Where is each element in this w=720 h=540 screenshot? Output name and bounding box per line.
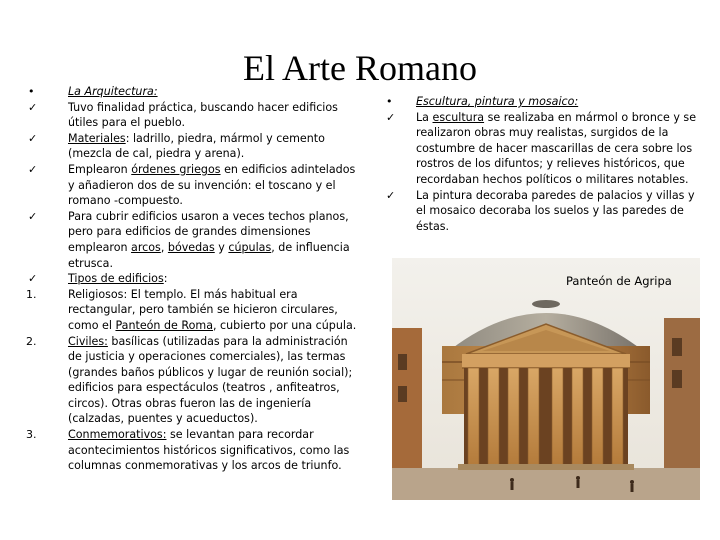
numbered-item bbox=[26, 427, 362, 474]
link-conmemorativos[interactable]: Conmemorativos: bbox=[68, 428, 167, 442]
list-item bbox=[26, 209, 362, 271]
list-item bbox=[26, 131, 362, 162]
link-materiales[interactable]: Materiales bbox=[68, 131, 126, 145]
paragraph bbox=[68, 131, 362, 162]
paragraph bbox=[68, 209, 362, 271]
paragraph-text: basílicas (utilizadas para la administración de justicia y operaciones comerciales), las termas (grandes baños públicos y lugar de reunión social); edificios para espectáculos (teatros , anfiteatros, circos). Otras obras fueron las de ingeniería (calzadas, puentes y acueductos). bbox=[68, 334, 353, 426]
paragraph-text: : bbox=[163, 272, 168, 286]
paragraph-text: Religiosos: El templo. El más habitual era rectangular, pero también se hicieron circulares, como el bbox=[68, 287, 338, 332]
pantheon-illustration bbox=[392, 258, 700, 500]
list-item bbox=[26, 100, 362, 131]
checkmark-icon: ✓ bbox=[28, 131, 38, 145]
paragraph-text: , bbox=[160, 240, 168, 254]
list-item bbox=[26, 84, 362, 100]
list-number: 3. bbox=[26, 428, 37, 442]
list-item bbox=[382, 94, 700, 110]
pantheon-photo bbox=[392, 258, 700, 500]
slide-title: El Arte Romano bbox=[243, 48, 477, 88]
paragraph-text: Para cubrir edificios usaron a veces techos planos, pero para edificios de grandes dimensiones emplearon bbox=[68, 209, 349, 254]
list-number: 1. bbox=[26, 287, 37, 301]
numbered-item bbox=[26, 287, 362, 334]
list-item bbox=[382, 110, 700, 188]
paragraph: Tuvo finalidad práctica, buscando hacer edificios útiles para el pueblo. bbox=[68, 100, 338, 130]
right-column bbox=[382, 94, 700, 234]
paragraph bbox=[68, 427, 362, 474]
link-ordenes-griegos[interactable]: órdenes griegos bbox=[131, 162, 221, 176]
paragraph-text: se realizaba en mármol o bronce y se realizaron obras muy realistas, surgidos de la costumbre de hacer mascarillas de cera sobre los rostros de los difuntos; y relieves históricos, que recordaban hechos políticos o militares notables. bbox=[416, 110, 697, 186]
checkmark-icon: ✓ bbox=[386, 110, 396, 124]
paragraph-text: se levantan para recordar acontecimientos históricos significativos, como las columnas conmemorativas y los arcos de triunfo. bbox=[68, 428, 350, 473]
section-heading-sculpture[interactable]: Escultura, pintura y mosaico: bbox=[416, 95, 579, 108]
bullet-icon: • bbox=[386, 95, 393, 108]
paragraph-text: , de influencia etrusca. bbox=[68, 240, 350, 270]
paragraph-text: en edificios adintelados y añadieron dos de su invención: el toscano y el romano -compuesto. bbox=[68, 162, 356, 208]
paragraph bbox=[68, 271, 362, 287]
paragraph bbox=[68, 334, 362, 428]
paragraph bbox=[68, 287, 362, 334]
section-heading-architecture[interactable]: La Arquitectura: bbox=[68, 85, 158, 98]
image-caption: Panteón de Agripa bbox=[566, 274, 672, 288]
link-arcos[interactable]: arcos bbox=[131, 240, 161, 254]
list-number: 2. bbox=[26, 334, 37, 348]
link-bovedas[interactable]: bóvedas bbox=[167, 240, 215, 254]
link-panteon-de-roma[interactable]: Panteón de Roma bbox=[115, 318, 213, 332]
list-item bbox=[382, 188, 700, 235]
paragraph bbox=[416, 110, 700, 188]
list-item bbox=[26, 162, 362, 209]
checkmark-icon: ✓ bbox=[28, 272, 38, 286]
checkmark-icon: ✓ bbox=[28, 209, 38, 223]
link-cupulas[interactable]: cúpulas bbox=[228, 240, 272, 254]
link-civiles[interactable]: Civiles: bbox=[68, 334, 108, 348]
link-escultura[interactable]: escultura bbox=[432, 110, 485, 124]
checkmark-icon: ✓ bbox=[28, 162, 38, 176]
numbered-item bbox=[26, 334, 362, 428]
checkmark-icon: ✓ bbox=[386, 188, 396, 202]
link-tipos-de-edificios[interactable]: Tipos de edificios bbox=[68, 272, 164, 286]
paragraph-text: La bbox=[416, 110, 433, 124]
paragraph-text: : ladrillo, piedra, mármol y cemento (mezcla de cal, piedra y arena). bbox=[68, 131, 325, 161]
bullet-icon: • bbox=[28, 85, 35, 98]
paragraph-text: , cubierto por una cúpula. bbox=[213, 318, 357, 332]
paragraph: La pintura decoraba paredes de palacios y villas y el mosaico decoraba los suelos y las paredes de éstas. bbox=[416, 188, 695, 233]
paragraph bbox=[68, 162, 362, 209]
list-item bbox=[26, 271, 362, 287]
paragraph-text: y bbox=[214, 240, 229, 254]
checkmark-icon: ✓ bbox=[28, 100, 38, 114]
paragraph-text: Emplearon bbox=[68, 162, 132, 176]
left-column bbox=[26, 84, 362, 474]
